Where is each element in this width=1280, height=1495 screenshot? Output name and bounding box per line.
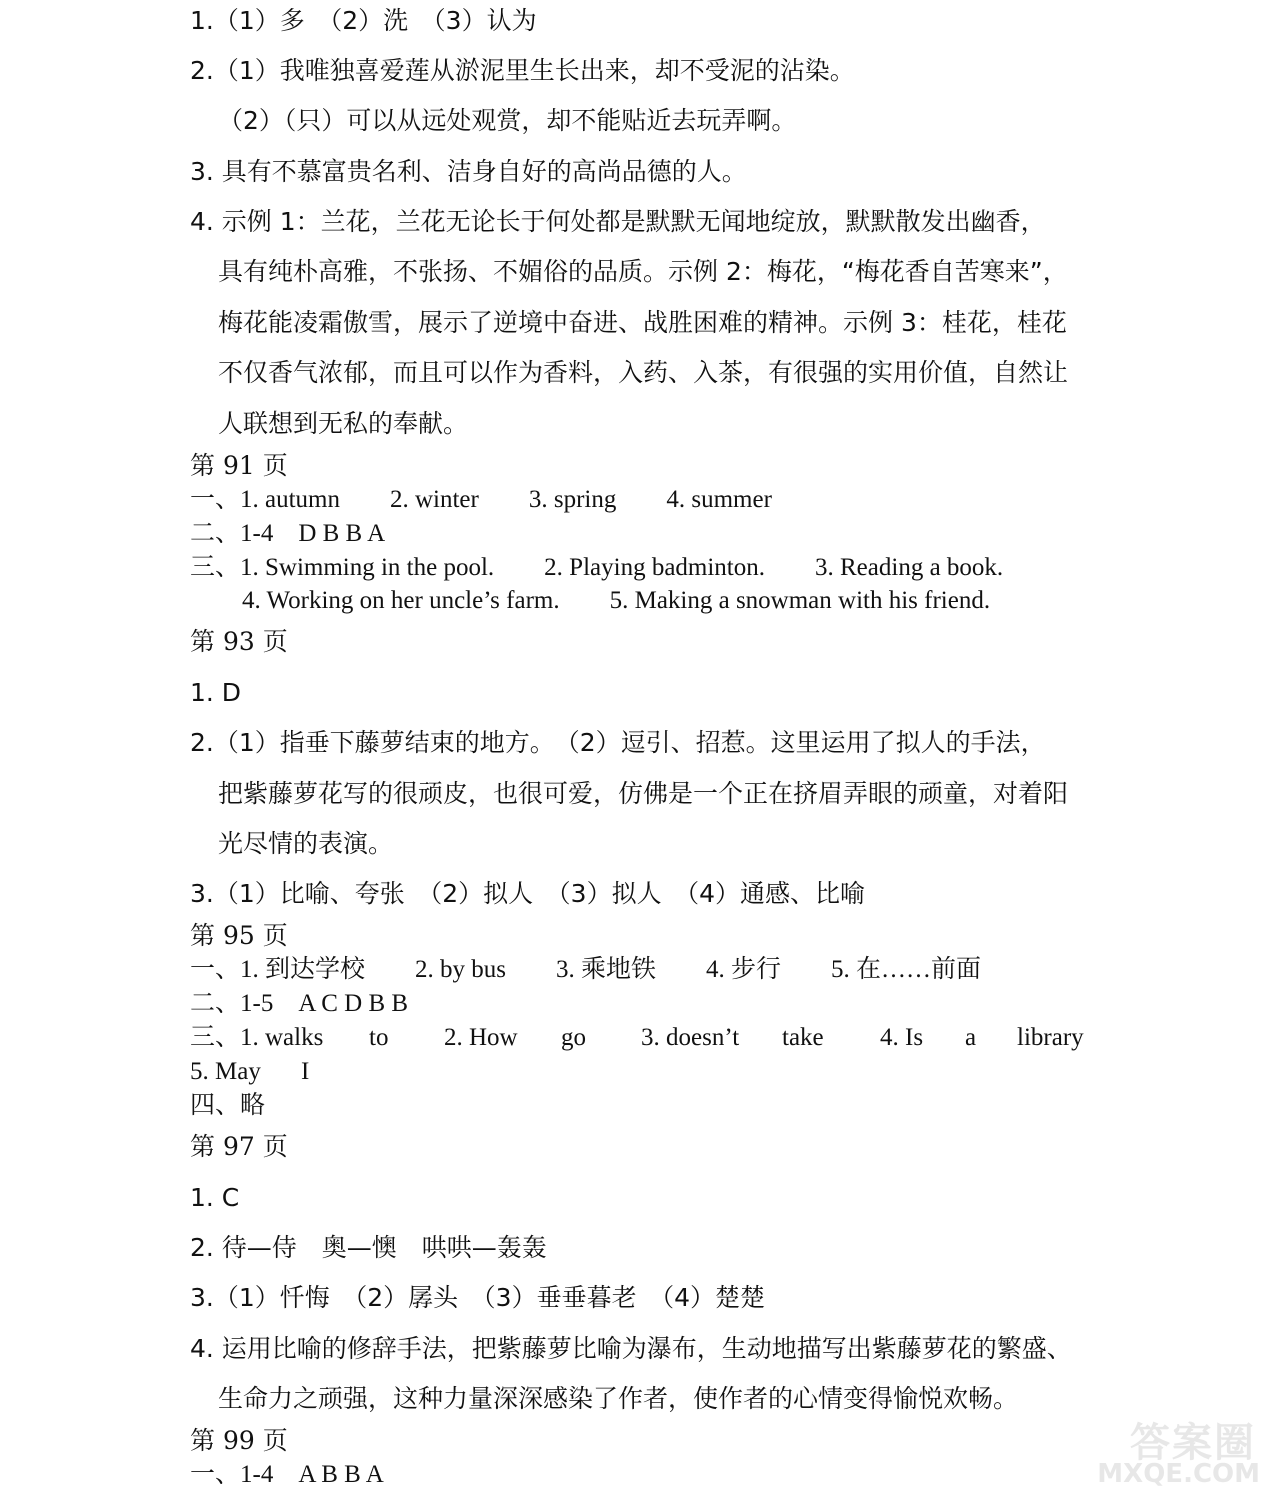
page-heading: 第 99 页 (190, 1426, 288, 1455)
answer-line: 2.（1）我唯独喜爱莲从淤泥里生长出来，却不受泥的沾染。 (190, 56, 855, 85)
answer-line: 三、1. Swimming in the pool. 2. Playing badminton. 3. Reading a book. (190, 554, 1004, 581)
answer-line: 一、1. 到达学校 2. by bus 3. 乘地铁 4. 步行 5. 在……前面 (190, 956, 981, 983)
answer-line: 光尽情的表演。 (218, 829, 394, 858)
answer-line: 一、1. autumn 2. winter 3. spring 4. summer (190, 486, 772, 513)
answer-word: library (1017, 1024, 1084, 1051)
answer-word: 3. doesn’t (641, 1024, 740, 1051)
answer-line: 4. 运用比喻的修辞手法，把紫藤萝比喻为瀑布，生动地描写出紫藤萝花的繁盛、 (190, 1334, 1072, 1363)
answer-line: 3.（1）比喻、夸张 （2）拟人 （3）拟人 （4）通感、比喻 (190, 879, 865, 908)
page-heading: 第 95 页 (190, 921, 288, 950)
answer-line: 1.（1）多 （2）洗 （3）认为 (190, 6, 537, 35)
answer-word: a (965, 1024, 977, 1051)
answer-line: 1. C (190, 1183, 240, 1212)
answer-line: 二、1-4 D B B A (190, 520, 386, 547)
answer-line: （2）（只）可以从远处观赏，却不能贴近去玩弄啊。 (218, 106, 797, 135)
answer-line (0, 1023, 1280, 1053)
answer-line: 不仅香气浓郁，而且可以作为香料，入药、入茶，有很强的实用价值，自然让 (218, 358, 1069, 387)
answer-line: 一、1-4 A B B A (190, 1461, 384, 1488)
answer-line: 二、1-5 A C D B B (190, 990, 409, 1017)
answer-word: 5. May (190, 1058, 261, 1085)
answer-word: 2. How (444, 1024, 518, 1051)
watermark-logo (1066, 1409, 1266, 1489)
answer-line: 4. 示例 1：兰花，兰花无论长于何处都是默默无闻地绽放，默默散发出幽香， (190, 207, 1046, 236)
answer-word: to (369, 1024, 389, 1051)
page-heading: 第 91 页 (190, 451, 288, 480)
answer-word: take (782, 1024, 824, 1051)
answer-line: 具有纯朴高雅，不张扬、不媚俗的品质。示例 2：梅花，“梅花香自苦寒来”， (218, 257, 1068, 286)
answer-line: 1. D (190, 678, 242, 707)
answer-word: go (561, 1024, 586, 1051)
answer-line: 2. 待—侍 奥—懊 哄哄—轰轰 (190, 1233, 547, 1262)
answer-line (0, 1057, 1280, 1087)
answer-line: 生命力之顽强，这种力量深深感染了作者，使作者的心情变得愉悦欢畅。 (218, 1384, 1019, 1413)
answer-line: 4. Working on her uncle’s farm. 5. Making a snowman with his friend. (242, 587, 991, 614)
answer-word: I (301, 1058, 310, 1085)
answer-line: 2.（1）指垂下藤萝结束的地方。 （2）逗引、招惹。这里运用了拟人的手法， (190, 728, 1046, 757)
answer-word: 4. Is (880, 1024, 924, 1051)
answer-line: 梅花能凌霜傲雪，展示了逆境中奋进、战胜困难的精神。示例 3：桂花，桂花 (218, 308, 1067, 337)
answer-word: 三、1. walks (190, 1024, 324, 1051)
page-heading: 第 93 页 (190, 627, 288, 656)
answer-line: 把紫藤萝花写的很顽皮，也很可爱，仿佛是一个正在挤眉弄眼的顽童，对着阳 (218, 779, 1069, 808)
answer-line: 四、略 (190, 1090, 266, 1119)
watermark-text: 答案圈 (1130, 1420, 1256, 1466)
watermark-url: MXQE.COM (1097, 1459, 1260, 1489)
page-heading: 第 97 页 (190, 1132, 288, 1161)
answer-line: 3.（1）忏悔 （2）孱头 （3）垂垂暮老 （4）楚楚 (190, 1283, 765, 1312)
answer-line: 人联想到无私的奉献。 (218, 409, 469, 438)
answer-line: 3. 具有不慕富贵名利、洁身自好的高尚品德的人。 (190, 157, 747, 186)
